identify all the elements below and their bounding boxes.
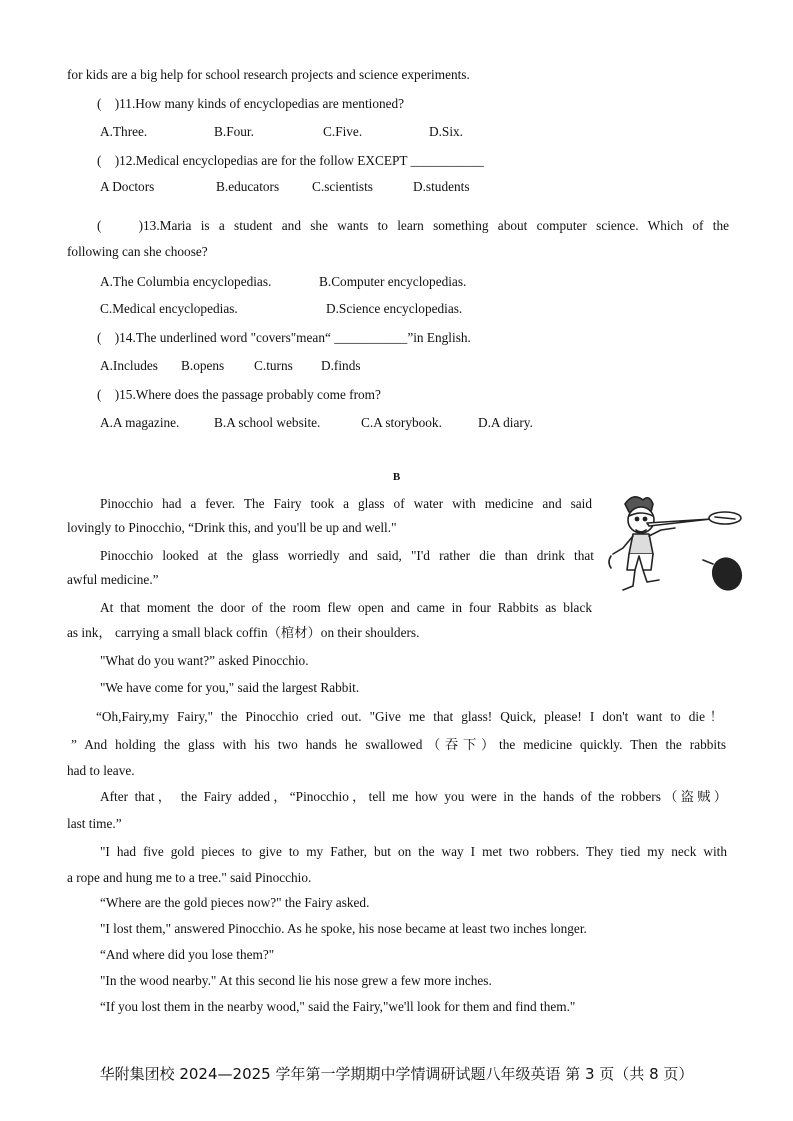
q12-option-d: D.students bbox=[413, 179, 470, 194]
q12-option-a: A Doctors bbox=[100, 179, 155, 194]
q15-option-d: D.A diary. bbox=[478, 415, 533, 430]
q15-option-c: C.A storybook. bbox=[361, 415, 442, 430]
q12-option-b: B.educators bbox=[216, 179, 280, 194]
question-13-line2: following can she choose? bbox=[67, 244, 208, 259]
q14-option-b: B.opens bbox=[181, 358, 225, 373]
q15-option-a: A.A magazine. bbox=[100, 415, 180, 430]
page-footer: 华附集团校 2024—2025 学年第一学期期中学情调研试题八年级英语 第 3 页（共 8 页） bbox=[99, 1065, 694, 1083]
story-line: last time.” bbox=[67, 816, 122, 831]
question-13-line1: ( )13.Maria is a student and she wants to learn something about computer science. Which of the bbox=[97, 218, 729, 233]
story-line: “Oh,Fairy,my Fairy," the Pinocchio cried out. "Give me that glass! Quick, please! I don't want to die！ bbox=[96, 709, 723, 724]
question-14: ( )14.The underlined word "covers"mean“ ___________”in English. bbox=[97, 330, 471, 345]
story-line: At that moment the door of the room flew open and came in four Rabbits as black bbox=[100, 600, 592, 615]
story-line: "I lost them," answered Pinocchio. As he spoke, his nose became at least two inches longer. bbox=[100, 921, 587, 936]
story-line: Pinocchio had a fever. The Fairy took a glass of water with medicine and said bbox=[100, 496, 592, 511]
q11-option-d: D.Six. bbox=[429, 124, 463, 139]
story-line: a rope and hung me to a tree." said Pinocchio. bbox=[67, 870, 312, 885]
q14-option-d: D.finds bbox=[321, 358, 361, 373]
story-line: Pinocchio looked at the glass worriedly and said, "I'd rather die than drink that bbox=[100, 548, 594, 563]
question-15: ( )15.Where does the passage probably come from? bbox=[97, 387, 381, 402]
story-line: had to leave. bbox=[67, 763, 135, 778]
q14-option-a: A.Includes bbox=[100, 358, 158, 373]
story-line: "I had five gold pieces to give to my Father, but on the way I met two robbers. They tied my neck with bbox=[100, 844, 727, 859]
section-b-heading: B bbox=[392, 471, 401, 483]
story-line: “If you lost them in the nearby wood," said the Fairy,"we'll look for them and find them." bbox=[100, 999, 576, 1014]
story-line: After that， the Fairy added，“Pinocchio，tell me how you were in the hands of the robbers（盗贼） bbox=[100, 789, 727, 804]
story-line: “And where did you lose them?" bbox=[100, 947, 275, 962]
q13-option-c: C.Medical encyclopedias. bbox=[100, 301, 238, 316]
story-line: lovingly to Pinocchio, “Drink this, and you'll be up and well." bbox=[67, 520, 397, 535]
question-12: ( )12.Medical encyclopedias are for the follow EXCEPT ___________ bbox=[97, 153, 484, 168]
story-line: "What do you want?” asked Pinocchio. bbox=[100, 653, 309, 668]
story-line: awful medicine.” bbox=[67, 572, 159, 587]
story-line: "In the wood nearby." At this second lie his nose grew a few more inches. bbox=[100, 973, 492, 988]
q11-option-a: A.Three. bbox=[100, 124, 148, 139]
story-line: “Where are the gold pieces now?" the Fairy asked. bbox=[100, 895, 370, 910]
passage-continuation: for kids are a big help for school research projects and science experiments. bbox=[67, 67, 470, 82]
q13-option-d: D.Science encyclopedias. bbox=[326, 301, 463, 316]
story-line: "We have come for you," said the largest Rabbit. bbox=[100, 680, 360, 695]
story-line: as ink， carrying a small black coffin（棺材）on their shoulders. bbox=[67, 625, 420, 640]
question-11: ( )11.How many kinds of encyclopedias are mentioned? bbox=[97, 96, 405, 111]
q14-option-c: C.turns bbox=[254, 358, 293, 373]
q13-option-a: A.The Columbia encyclopedias. bbox=[100, 274, 272, 289]
q13-option-b: B.Computer encyclopedias. bbox=[319, 274, 467, 289]
q15-option-b: B.A school website. bbox=[214, 415, 321, 430]
q12-option-c: C.scientists bbox=[312, 179, 373, 194]
pinocchio-illustration bbox=[603, 490, 751, 608]
story-line: ” And holding the glass with his two hands he swallowed（吞下）the medicine quickly. Then the rabbits bbox=[71, 737, 726, 752]
q11-option-c: C.Five. bbox=[323, 124, 363, 139]
q11-option-b: B.Four. bbox=[214, 124, 254, 139]
